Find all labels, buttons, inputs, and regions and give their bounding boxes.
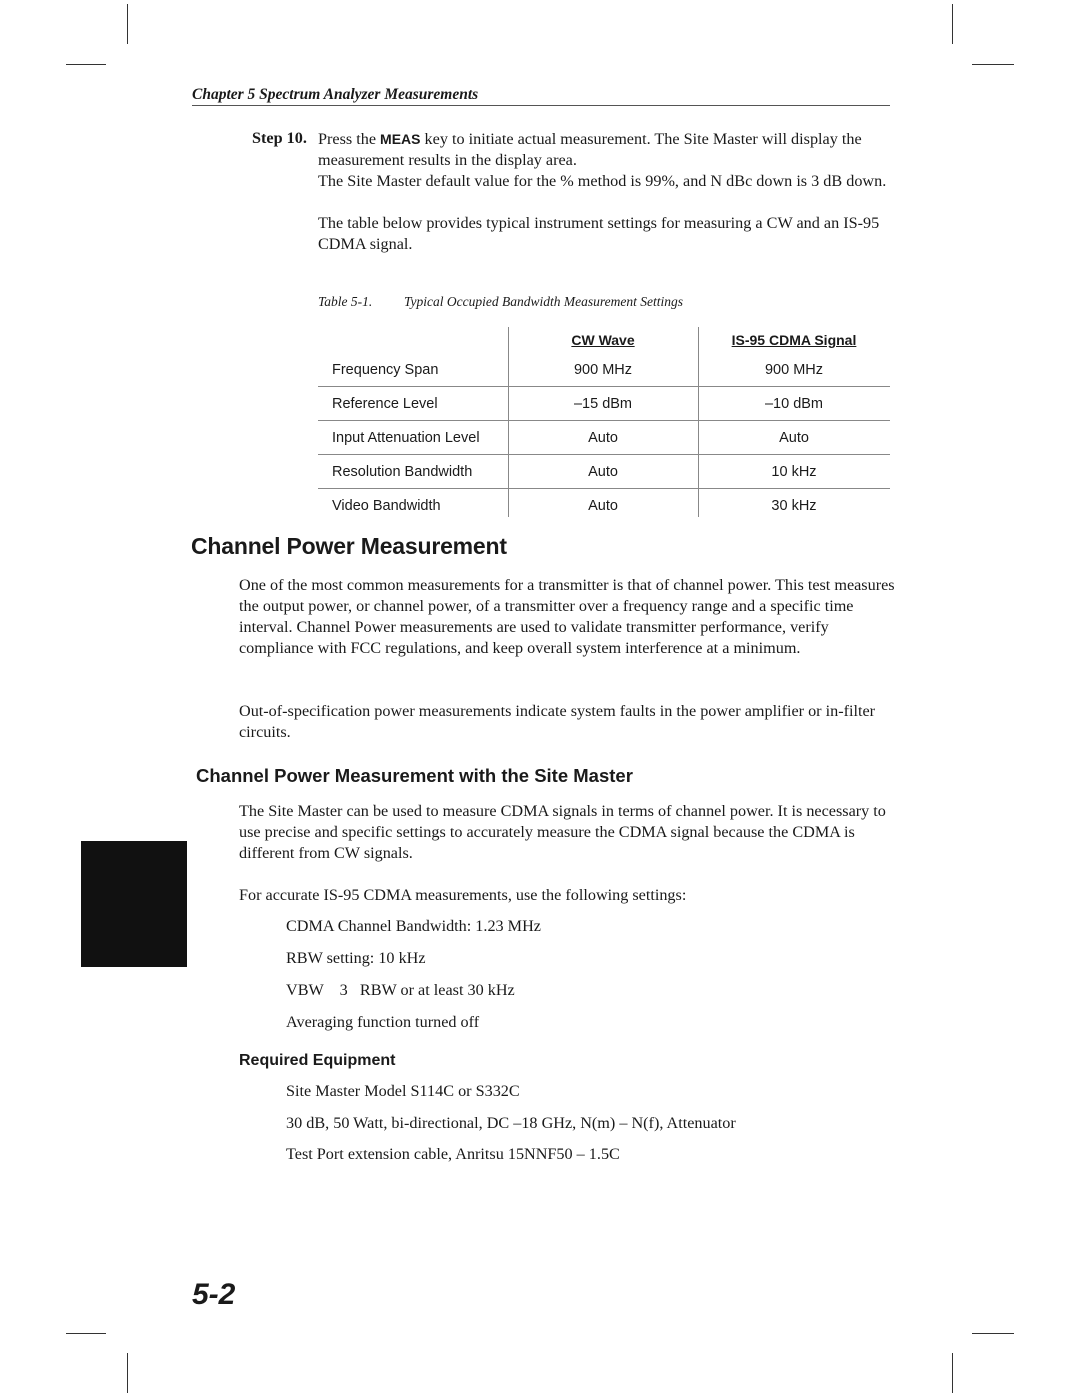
- table-cell-cw: –15 dBm: [573, 395, 633, 412]
- step-line-1: [318, 129, 898, 171]
- table-cell-cdma: 30 kHz: [771, 497, 817, 514]
- table-cell-setting: Video Bandwidth: [332, 497, 441, 514]
- table-cell-setting: Reference Level: [332, 395, 438, 412]
- step-line-2: The Site Master default value for the % method is 99%, and N dBc down is 3 dB down.: [318, 172, 887, 190]
- table-cell-cw: Auto: [588, 429, 618, 446]
- table-row: [318, 353, 890, 387]
- section2-paragraph-2: For accurate IS-95 CDMA measurements, use the following settings:: [239, 886, 687, 904]
- table-row: [318, 421, 890, 455]
- table-caption: [318, 294, 683, 310]
- equipment-item: 30 dB, 50 Watt, bi-directional, DC –18 GHz, N(m) – N(f), Attenuator: [286, 1114, 736, 1132]
- chapter-thumb-tab: [81, 841, 187, 967]
- step-line-1-post: key to initiate actual measurement. The Site Master will display the measurement results in the display area.: [318, 130, 862, 169]
- step-line-3: The table below provides typical instrument settings for measuring a CW and an IS-95 CDMA signal.: [318, 214, 880, 253]
- equipment-item: Site Master Model S114C or S332C: [286, 1082, 520, 1100]
- page-number: 5-2: [192, 1278, 236, 1311]
- running-head: Chapter 5 Spectrum Analyzer Measurements: [192, 86, 890, 106]
- setting-item: VBW 3 RBW or at least 30 kHz: [286, 981, 515, 999]
- step-text: [318, 129, 898, 255]
- step-line-1-pre: Press the: [318, 130, 381, 148]
- table-cell-cw: Auto: [588, 497, 618, 514]
- crop-mark-top-left-horizontal: [66, 64, 106, 65]
- crop-mark-bottom-right-horizontal: [972, 1333, 1014, 1334]
- table-cell-setting: Resolution Bandwidth: [332, 463, 473, 480]
- equipment-item: Test Port extension cable, Anritsu 15NNF50 – 1.5C: [286, 1145, 620, 1163]
- crop-mark-bottom-right-vertical: [952, 1353, 953, 1393]
- section-heading-site-master: Channel Power Measurement with the Site Master: [196, 765, 633, 786]
- crop-mark-top-right-vertical: [952, 4, 953, 44]
- section2-paragraph-1: The Site Master can be used to measure CDMA signals in terms of channel power. It is necessary to use precise and specific settings to accurately measure the CDMA signal because the CDMA is different from CW signals.: [239, 802, 886, 862]
- setting-item: CDMA Channel Bandwidth: 1.23 MHz: [286, 917, 541, 935]
- section1-paragraph-2: Out-of-specification power measurements indicate system faults in the power amplifier or in-filter circuits.: [239, 702, 876, 741]
- table-cell-cdma: Auto: [779, 429, 809, 446]
- table-row: [318, 489, 890, 522]
- settings-table: [318, 327, 890, 522]
- crop-mark-bottom-left-vertical: [127, 1353, 128, 1393]
- table-row: [318, 387, 890, 421]
- table-header-cdma-signal: IS-95 CDMA Signal: [731, 332, 857, 348]
- required-equipment-heading: Required Equipment: [239, 1052, 396, 1069]
- table-header-cw-wave: CW Wave: [571, 332, 635, 348]
- table-cell-cw: Auto: [588, 463, 618, 480]
- crop-mark-bottom-left-horizontal: [66, 1333, 106, 1334]
- table-cell-setting: Frequency Span: [332, 361, 439, 378]
- table-header-row: [318, 327, 890, 353]
- table-cell-setting: Input Attenuation Level: [332, 429, 480, 446]
- section1-paragraph-1: One of the most common measurements for a transmitter is that of channel power. This test measures the output power, or channel power, of a transmitter over a frequency range and a specific time interval. Channel Power measurements are used to validate transmitter performance, verify compliance with FCC regulations, and keep overall system interference at a minimum.: [239, 576, 895, 657]
- meas-key: MEAS: [380, 131, 421, 147]
- table-caption-label: Table 5-1.: [318, 294, 373, 309]
- setting-item: Averaging function turned off: [286, 1013, 480, 1031]
- crop-mark-top-left-vertical: [127, 4, 128, 44]
- table-cell-cw: 900 MHz: [573, 361, 633, 378]
- crop-mark-top-right-horizontal: [972, 64, 1014, 65]
- table-row: [318, 455, 890, 489]
- step-label: Step 10.: [252, 129, 307, 147]
- section-heading-channel-power: Channel Power Measurement: [191, 533, 507, 559]
- setting-item: RBW setting: 10 kHz: [286, 949, 426, 967]
- table-header-cell: [332, 327, 508, 353]
- table-caption-title: Typical Occupied Bandwidth Measurement Settings: [404, 294, 683, 309]
- table-cell-cdma: –10 dBm: [764, 395, 824, 412]
- table-cell-cdma: 10 kHz: [771, 463, 817, 480]
- table-cell-cdma: 900 MHz: [764, 361, 824, 378]
